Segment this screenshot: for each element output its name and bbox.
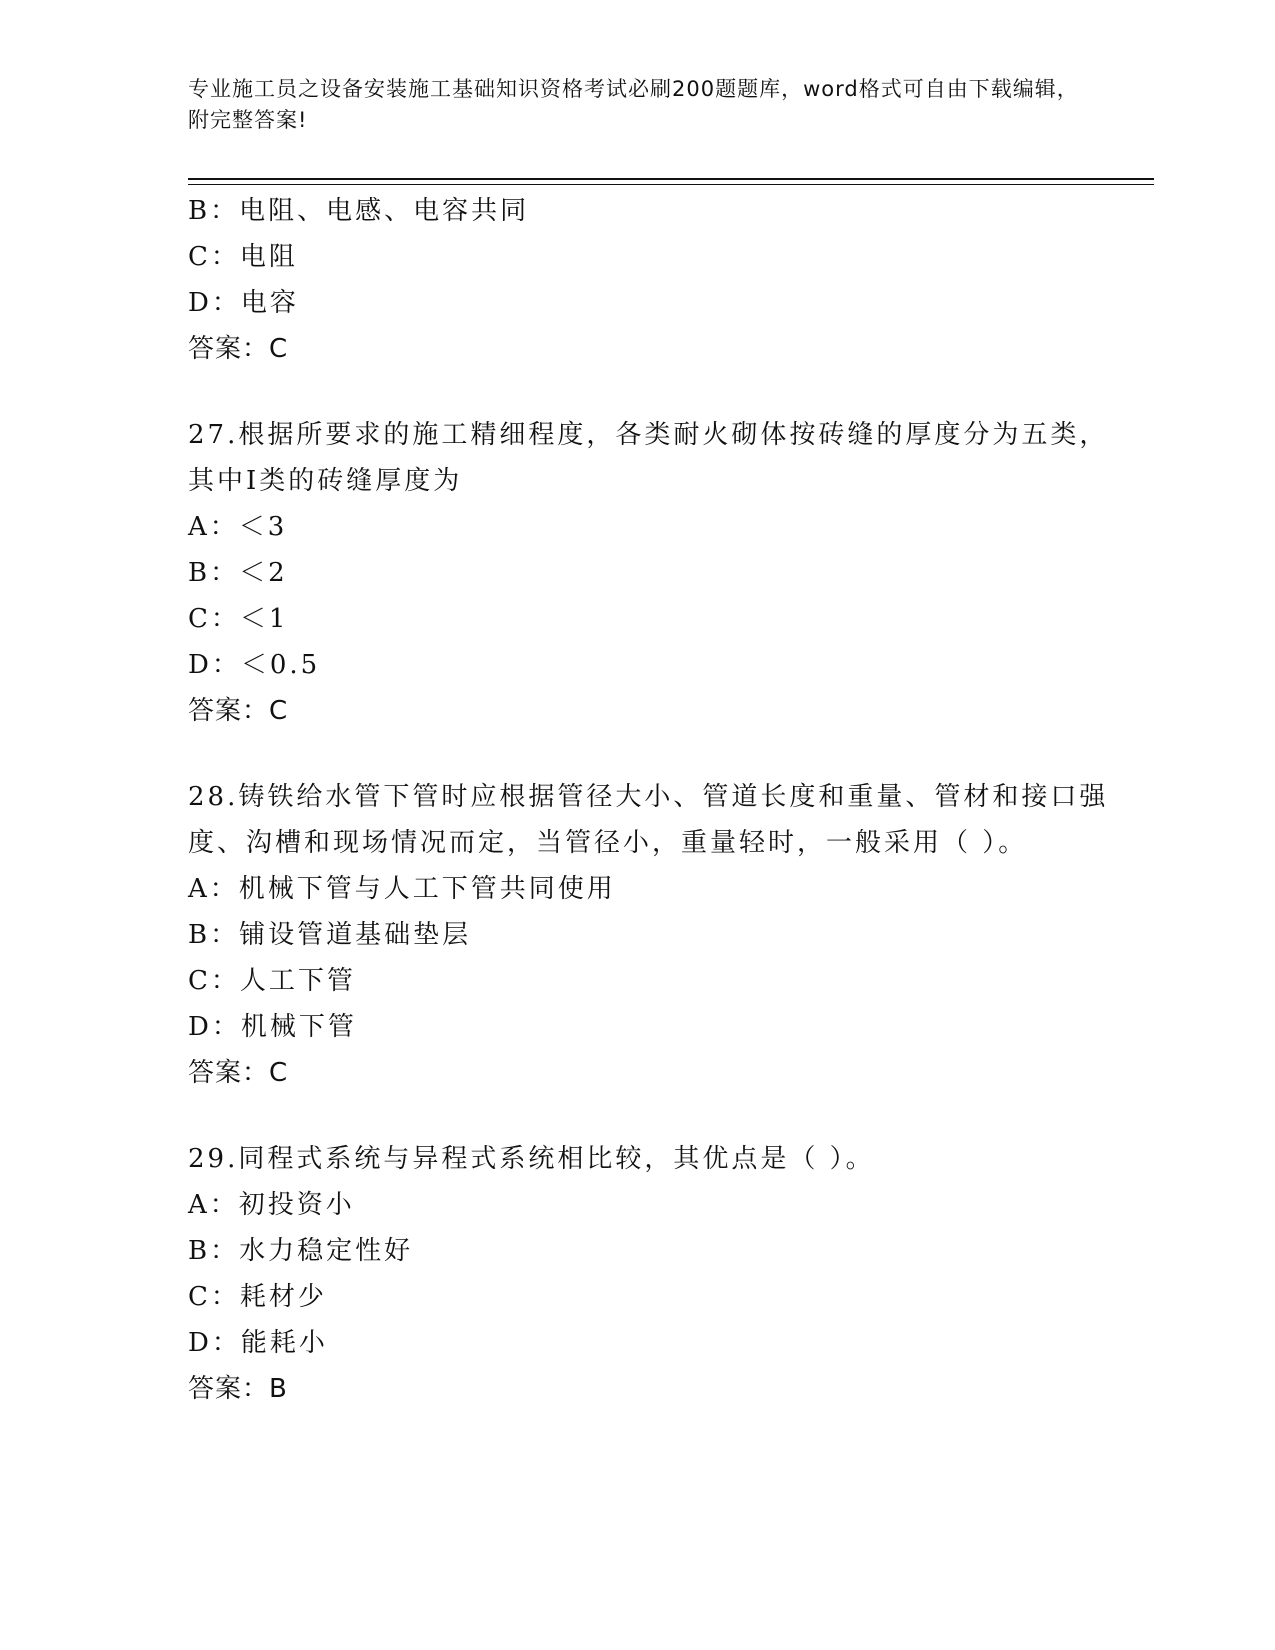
option-d <box>188 1320 1118 1366</box>
option-key: C： <box>188 242 240 272</box>
option-d <box>188 642 1118 688</box>
option-text: 机械下管与人工下管共同使用 <box>238 874 616 904</box>
option-text: 机械下管 <box>240 1012 357 1042</box>
option-c <box>188 596 1118 642</box>
option-key: D： <box>188 650 241 680</box>
option-b <box>188 188 1118 234</box>
option-key: D： <box>188 288 241 318</box>
option-key: B： <box>188 920 240 950</box>
option-key: B： <box>188 558 240 588</box>
option-text: 耗材少 <box>239 1282 327 1312</box>
option-key: A： <box>188 512 239 542</box>
option-key: C： <box>188 966 240 996</box>
option-b <box>188 912 1118 958</box>
option-text: 人工下管 <box>239 966 356 996</box>
question-text: 27.根据所要求的施工精细程度，各类耐火砌体按砖缝的厚度分为五类，其中Ⅰ类的砖缝厚度为 <box>188 420 1109 496</box>
option-key: D： <box>188 1012 241 1042</box>
option-key: D： <box>188 1328 241 1358</box>
question-continued <box>188 188 1118 372</box>
spacer <box>188 1096 1118 1136</box>
option-key: C： <box>188 604 240 634</box>
spacer <box>188 734 1118 774</box>
option-text: ＜1 <box>239 604 289 634</box>
header-rule <box>188 178 1154 185</box>
option-b <box>188 1228 1118 1274</box>
document-body <box>188 188 1118 1412</box>
option-b <box>188 550 1118 596</box>
option-c <box>188 958 1118 1004</box>
option-key: A： <box>188 1190 239 1220</box>
answer-line: 答案：C <box>188 334 289 364</box>
option-key: B： <box>188 1236 240 1266</box>
option-text: 初投资小 <box>238 1190 355 1220</box>
option-text: 铺设管道基础垫层 <box>239 920 472 950</box>
option-key: C： <box>188 1282 240 1312</box>
option-d <box>188 280 1118 326</box>
option-c <box>188 234 1118 280</box>
option-text: 水力稳定性好 <box>239 1236 414 1266</box>
option-d <box>188 1004 1118 1050</box>
option-a <box>188 866 1118 912</box>
option-key: B： <box>188 196 240 226</box>
answer-line: 答案：C <box>188 696 289 726</box>
document-header: 专业施工员之设备安装施工基础知识资格考试必刷200题题库，word格式可自由下载编辑，附完整答案! <box>188 77 1079 132</box>
spacer <box>188 372 1118 412</box>
option-text: 电阻、电感、电容共同 <box>239 196 530 226</box>
question-28 <box>188 774 1118 1096</box>
option-a <box>188 504 1118 550</box>
option-text: ＜2 <box>239 558 288 588</box>
answer-line: 答案：B <box>188 1374 288 1404</box>
option-text: ＜0.5 <box>240 650 321 680</box>
question-text: 28.铸铁给水管下管时应根据管径大小、管道长度和重量、管材和接口强度、沟槽和现场情况而定，当管径小，重量轻时，一般采用（ ）。 <box>188 782 1109 858</box>
option-c <box>188 1274 1118 1320</box>
option-text: ＜3 <box>238 512 288 542</box>
answer-line: 答案：C <box>188 1058 289 1088</box>
question-27 <box>188 412 1118 734</box>
option-text: 电容 <box>240 288 299 318</box>
question-29 <box>188 1136 1118 1412</box>
option-text: 电阻 <box>239 242 298 272</box>
question-text: 29.同程式系统与异程式系统相比较，其优点是（ ）。 <box>188 1144 875 1174</box>
option-text: 能耗小 <box>240 1328 328 1358</box>
option-a <box>188 1182 1118 1228</box>
option-key: A： <box>188 874 239 904</box>
